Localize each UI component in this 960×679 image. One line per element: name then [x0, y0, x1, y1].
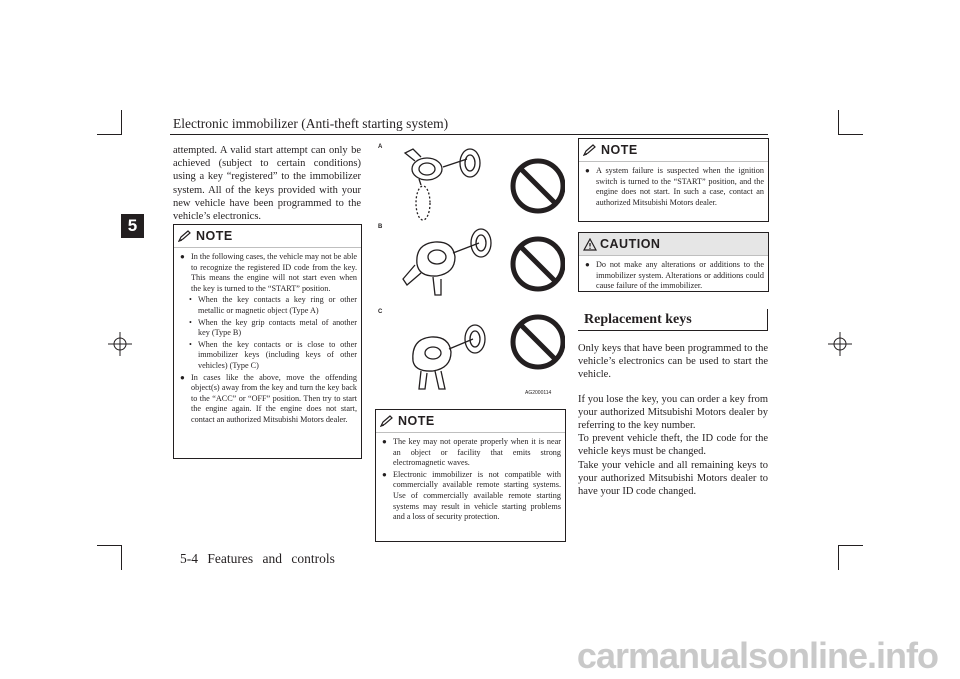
- crop-mark: [838, 545, 863, 546]
- note-bullet: ● A system failure is suspected when the ignition switch is turned to the “START” position, and the engine does not start. In such a case, contact an authorized Mitsubishi Motors dealer.: [585, 166, 764, 208]
- crop-mark: [121, 110, 122, 135]
- registration-mark-right: [828, 332, 852, 356]
- page-header-title: Electronic immobilizer (Anti-theft starting system): [173, 116, 449, 131]
- page-footer: [180, 551, 335, 567]
- pencil-icon: [583, 144, 597, 156]
- body-paragraph: To prevent vehicle theft, the ID code for the vehicle keys must be changed.: [578, 433, 768, 458]
- note-bullet: ● In the following cases, the vehicle may not be able to recognize the registered ID code from the key. This means the engine will not start even when the key is turned to the “START” position.: [180, 252, 357, 294]
- registration-mark-left: [108, 332, 132, 356]
- figure-code: AG2000114: [525, 390, 552, 396]
- note-bullet: ● The key may not operate properly when it is near an object or facility that emits strong electromagnetic waves.: [382, 437, 561, 469]
- key-figure: [375, 139, 565, 399]
- caution-heading: [579, 233, 768, 256]
- note-heading-label: NOTE: [601, 143, 638, 157]
- note-heading: [376, 410, 565, 433]
- pencil-icon: [178, 230, 192, 242]
- crop-mark: [97, 545, 122, 546]
- body-paragraph: Take your vehicle and all remaining keys to your authorized Mitsubishi Motors dealer to have your ID code changed.: [578, 459, 768, 498]
- chapter-tab: 5: [121, 214, 144, 238]
- body-paragraph: If you lose the key, you can order a key from your authorized Mitsubishi Motors dealer by referring to the key number.: [578, 393, 768, 432]
- note-sub-item: • When the key contacts or is close to other immobilizer keys (including keys of other vehicles) (Type C): [189, 340, 357, 372]
- note-sub-item: • When the key contacts a key ring or other metallic or magnetic object (Type A): [189, 295, 357, 316]
- key-illustration: [375, 139, 565, 399]
- note-bullet: ● In cases like the above, move the offending object(s) away from the key and turn the key back to the “ACC” or “OFF” position. Then try to start the engine again. If the engine does not start, contact an authorized Mitsubishi Motors dealer.: [180, 373, 357, 426]
- note-sub-item: • When the key grip contacts metal of another key (Type B): [189, 318, 357, 339]
- crop-mark: [838, 110, 839, 135]
- note-bullet: ● Electronic immobilizer is not compatible with commercially available remote starting systems. Use of commercially available remote starting systems may result in vehicle starting problems and a loss of security protection.: [382, 470, 561, 523]
- header-rule: [170, 134, 768, 135]
- crop-mark: [97, 134, 122, 135]
- watermark: carmanualsonline.info: [576, 635, 938, 676]
- figure-label-a: A: [378, 144, 383, 150]
- note-heading: [579, 139, 768, 162]
- crop-mark: [838, 134, 863, 135]
- note-heading-label: NOTE: [398, 414, 435, 428]
- footer-section: Features and controls: [207, 551, 335, 566]
- figure-label-c: C: [378, 309, 383, 315]
- note-box-right: [578, 138, 769, 222]
- note-box-left: [173, 224, 362, 459]
- warning-triangle-icon: [583, 238, 597, 251]
- body-paragraph: Only keys that have been programmed to the vehicle’s electronics can be used to start the vehicle.: [578, 343, 768, 381]
- caution-bullet: ● Do not make any alterations or additions to the immobilizer system. Alterations or additions could cause failure of the immobilizer.: [585, 260, 764, 292]
- crop-mark: [121, 545, 122, 570]
- note-box-middle: [375, 409, 566, 542]
- note-heading-label: NOTE: [196, 229, 233, 243]
- pencil-icon: [380, 415, 394, 427]
- intro-paragraph: attempted. A valid start attempt can only be achieved (subject to certain conditions) using a key “registered” to the immobilizer system. All of the keys provided with your new vehicle have been programmed to the vehicle’s electronics.: [173, 145, 361, 223]
- caution-heading-label: CAUTION: [600, 237, 661, 251]
- caution-box: [578, 232, 769, 292]
- figure-label-b: B: [378, 224, 383, 230]
- page-number: 5-4: [180, 551, 198, 566]
- replacement-keys-text: [578, 342, 768, 498]
- section-heading: Replacement keys: [578, 309, 768, 331]
- note-heading: [174, 225, 361, 248]
- crop-mark: [838, 545, 839, 570]
